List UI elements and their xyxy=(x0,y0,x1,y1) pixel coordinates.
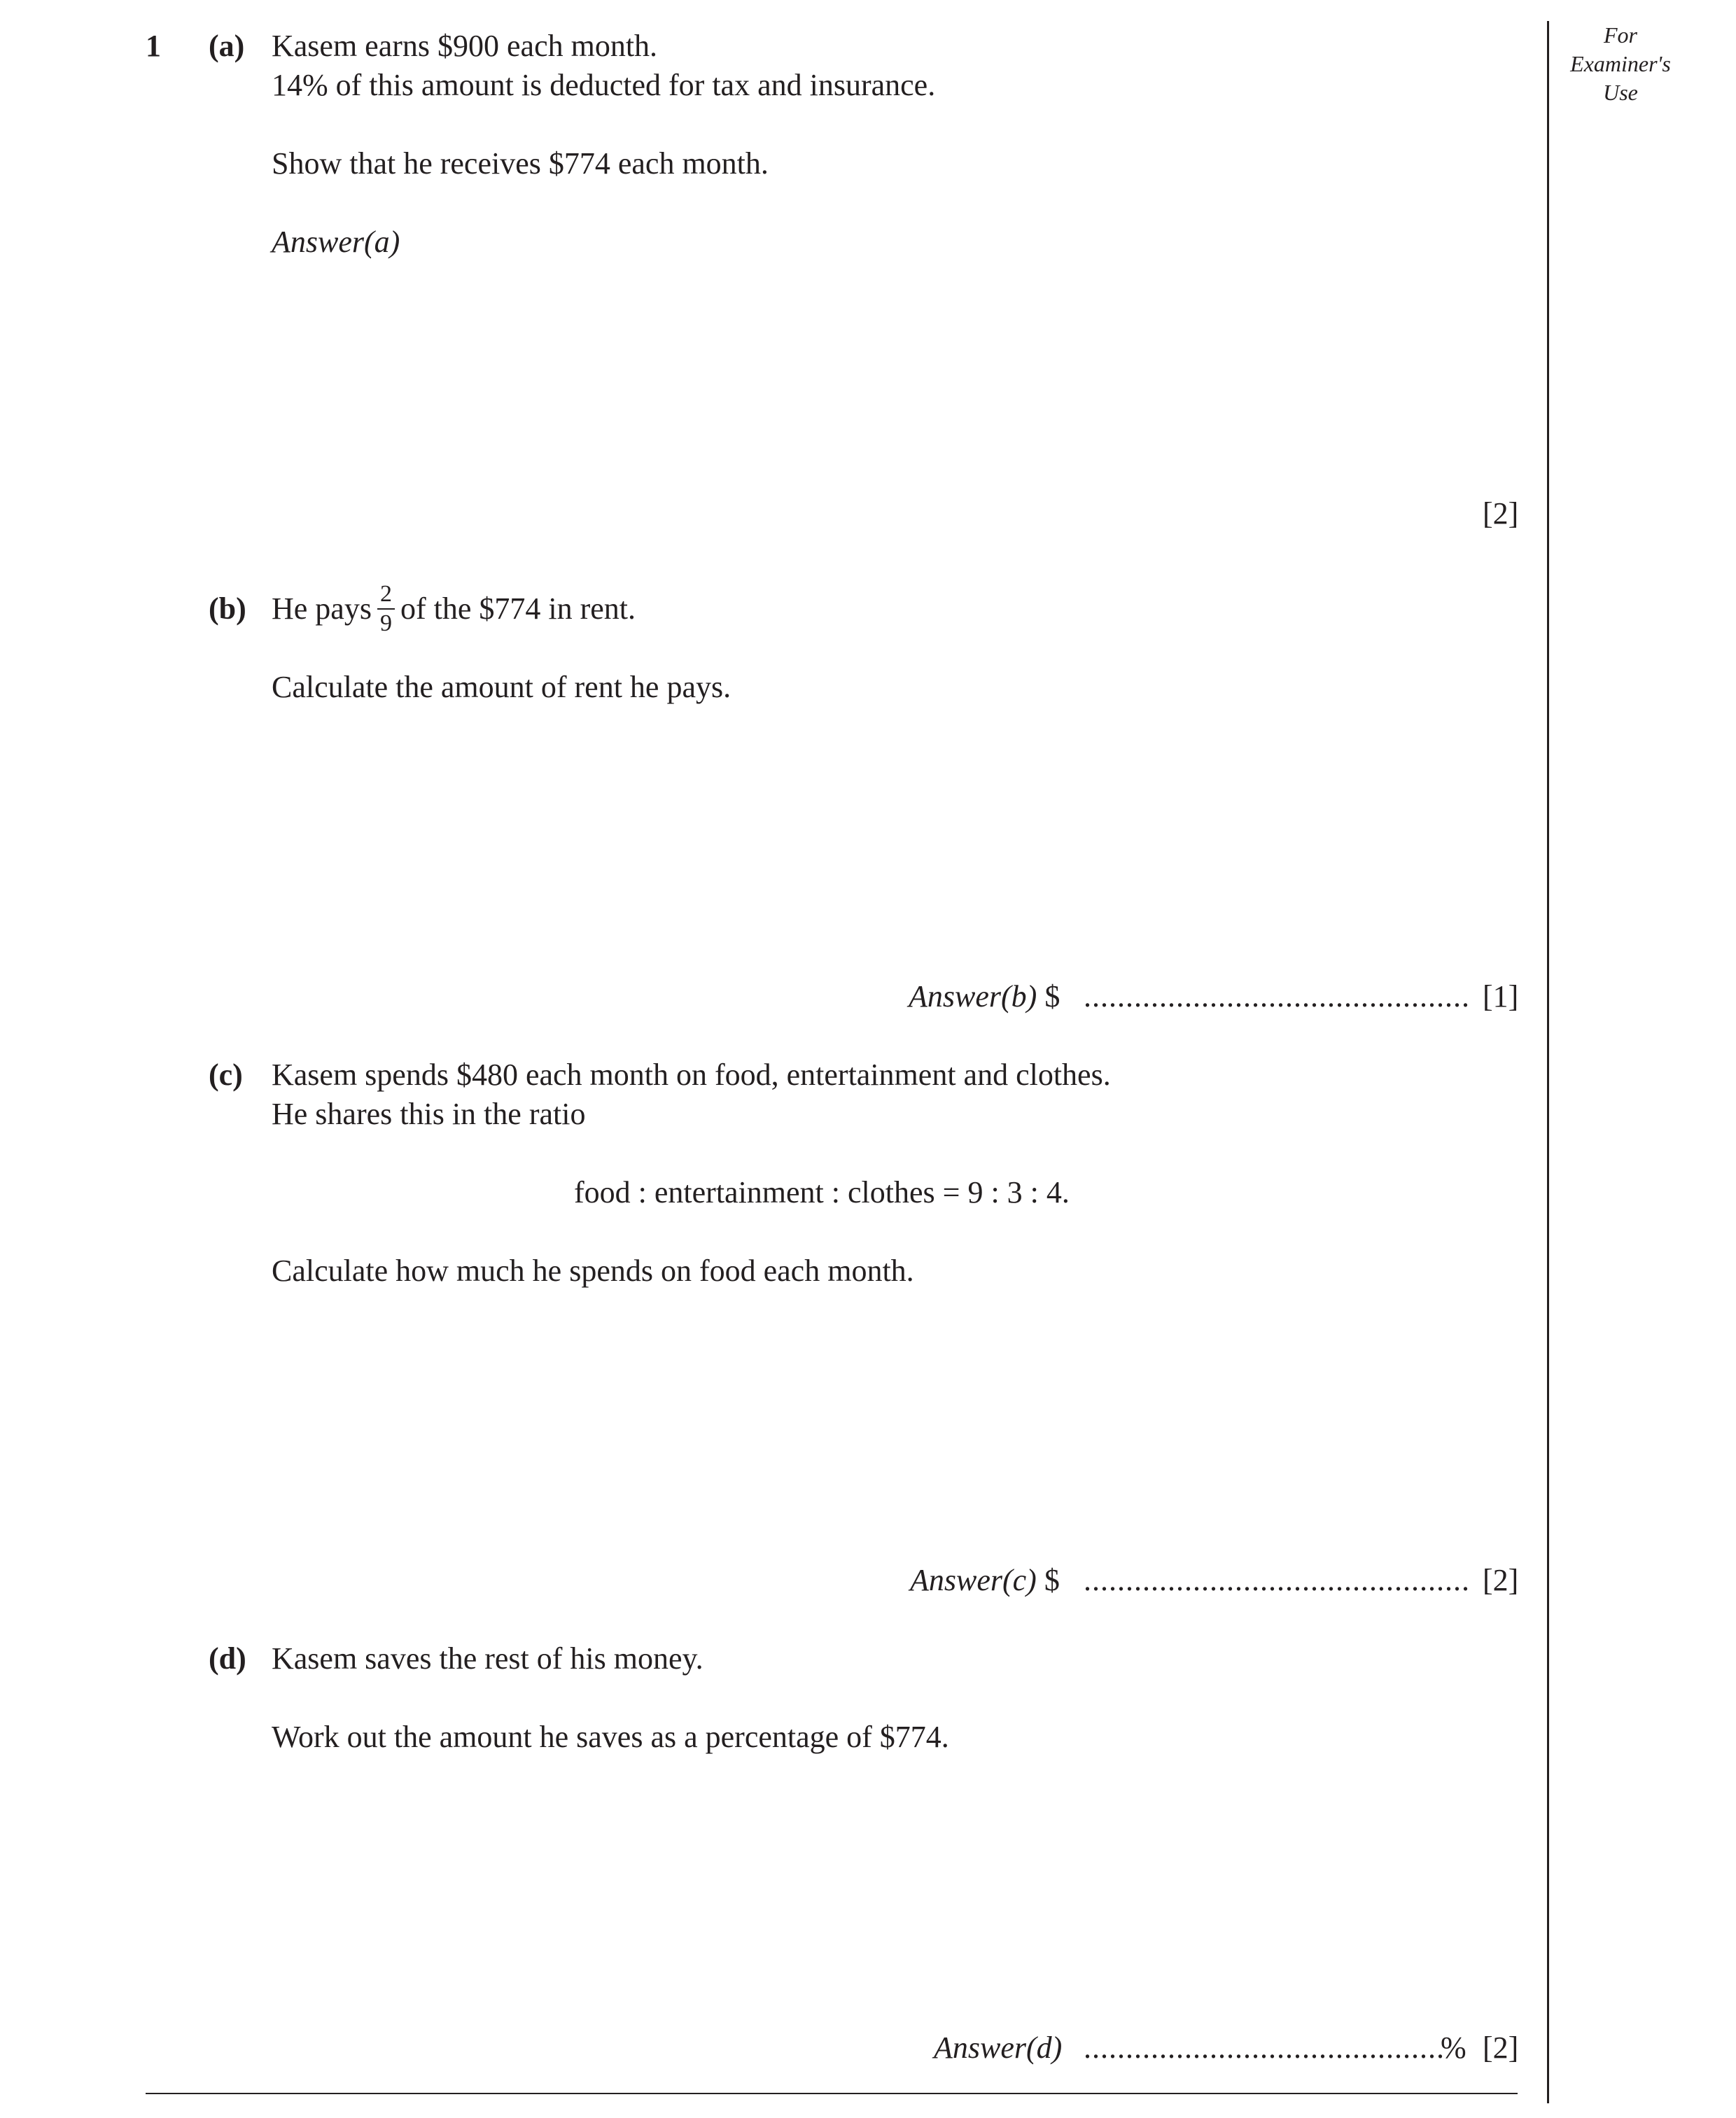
part-a-line2: 14% of this amount is deducted for tax and insurance. xyxy=(272,68,936,102)
part-a-line1: Kasem earns $900 each month. xyxy=(272,29,658,63)
part-c-ratio: food : entertainment : clothes = 9 : 3 : 4. xyxy=(574,1175,1070,1209)
examiner-use-label: For Examiner's Use xyxy=(1570,22,1671,105)
part-b-answer-line xyxy=(909,981,1060,1012)
part-b-label: (b) xyxy=(209,591,246,626)
fraction xyxy=(377,582,395,636)
part-c-answer-line xyxy=(910,1565,1060,1596)
part-c-answer-unit: $ xyxy=(1044,1563,1060,1597)
part-a-marks: [2] xyxy=(1483,496,1519,531)
part-b-text-before: He pays xyxy=(272,591,372,626)
part-b-instruction: Calculate the amount of rent he pays. xyxy=(272,670,732,704)
part-b-statement xyxy=(272,578,636,640)
part-a-label: (a) xyxy=(209,29,245,63)
part-c-line2: He shares this in the ratio xyxy=(272,1097,586,1131)
part-c-answer-label: Answer(c) xyxy=(910,1563,1037,1597)
part-d-label: (d) xyxy=(209,1641,246,1676)
part-c-marks: [2] xyxy=(1483,1563,1519,1597)
fraction-denominator: 9 xyxy=(379,610,392,636)
question-number: 1 xyxy=(146,29,161,63)
part-d-marks: [2] xyxy=(1483,2031,1519,2065)
part-d-line1: Kasem saves the rest of his money. xyxy=(272,1641,704,1676)
bottom-rule xyxy=(146,2093,1518,2094)
part-b-marks: [1] xyxy=(1483,979,1519,1014)
examiner-margin-line xyxy=(1547,21,1549,2103)
part-a-answer-label: Answer(a) xyxy=(272,225,400,259)
part-a-instruction: Show that he receives $774 each month. xyxy=(272,146,769,181)
fraction-numerator: 2 xyxy=(377,582,395,610)
part-c-instruction: Calculate how much he spends on food each month. xyxy=(272,1254,914,1288)
part-b-answer-field[interactable]: .............................................. xyxy=(1084,979,1470,1014)
part-d-instruction: Work out the amount he saves as a percentage of $774. xyxy=(272,1720,949,1754)
part-d-answer-field[interactable]: ........................................... xyxy=(1084,2031,1445,2065)
part-d-answer-label: Answer(d) xyxy=(934,2031,1063,2065)
part-b-answer-label: Answer(b) xyxy=(909,979,1037,1014)
part-d-answer-unit: % xyxy=(1441,2031,1466,2065)
part-b-answer-unit: $ xyxy=(1044,979,1060,1014)
part-c-line1: Kasem spends $480 each month on food, entertainment and clothes. xyxy=(272,1058,1111,1092)
part-c-answer-field[interactable]: .............................................. xyxy=(1084,1563,1470,1597)
part-c-label: (c) xyxy=(209,1058,243,1092)
part-b-text-after: of the $774 in rent. xyxy=(400,591,636,626)
